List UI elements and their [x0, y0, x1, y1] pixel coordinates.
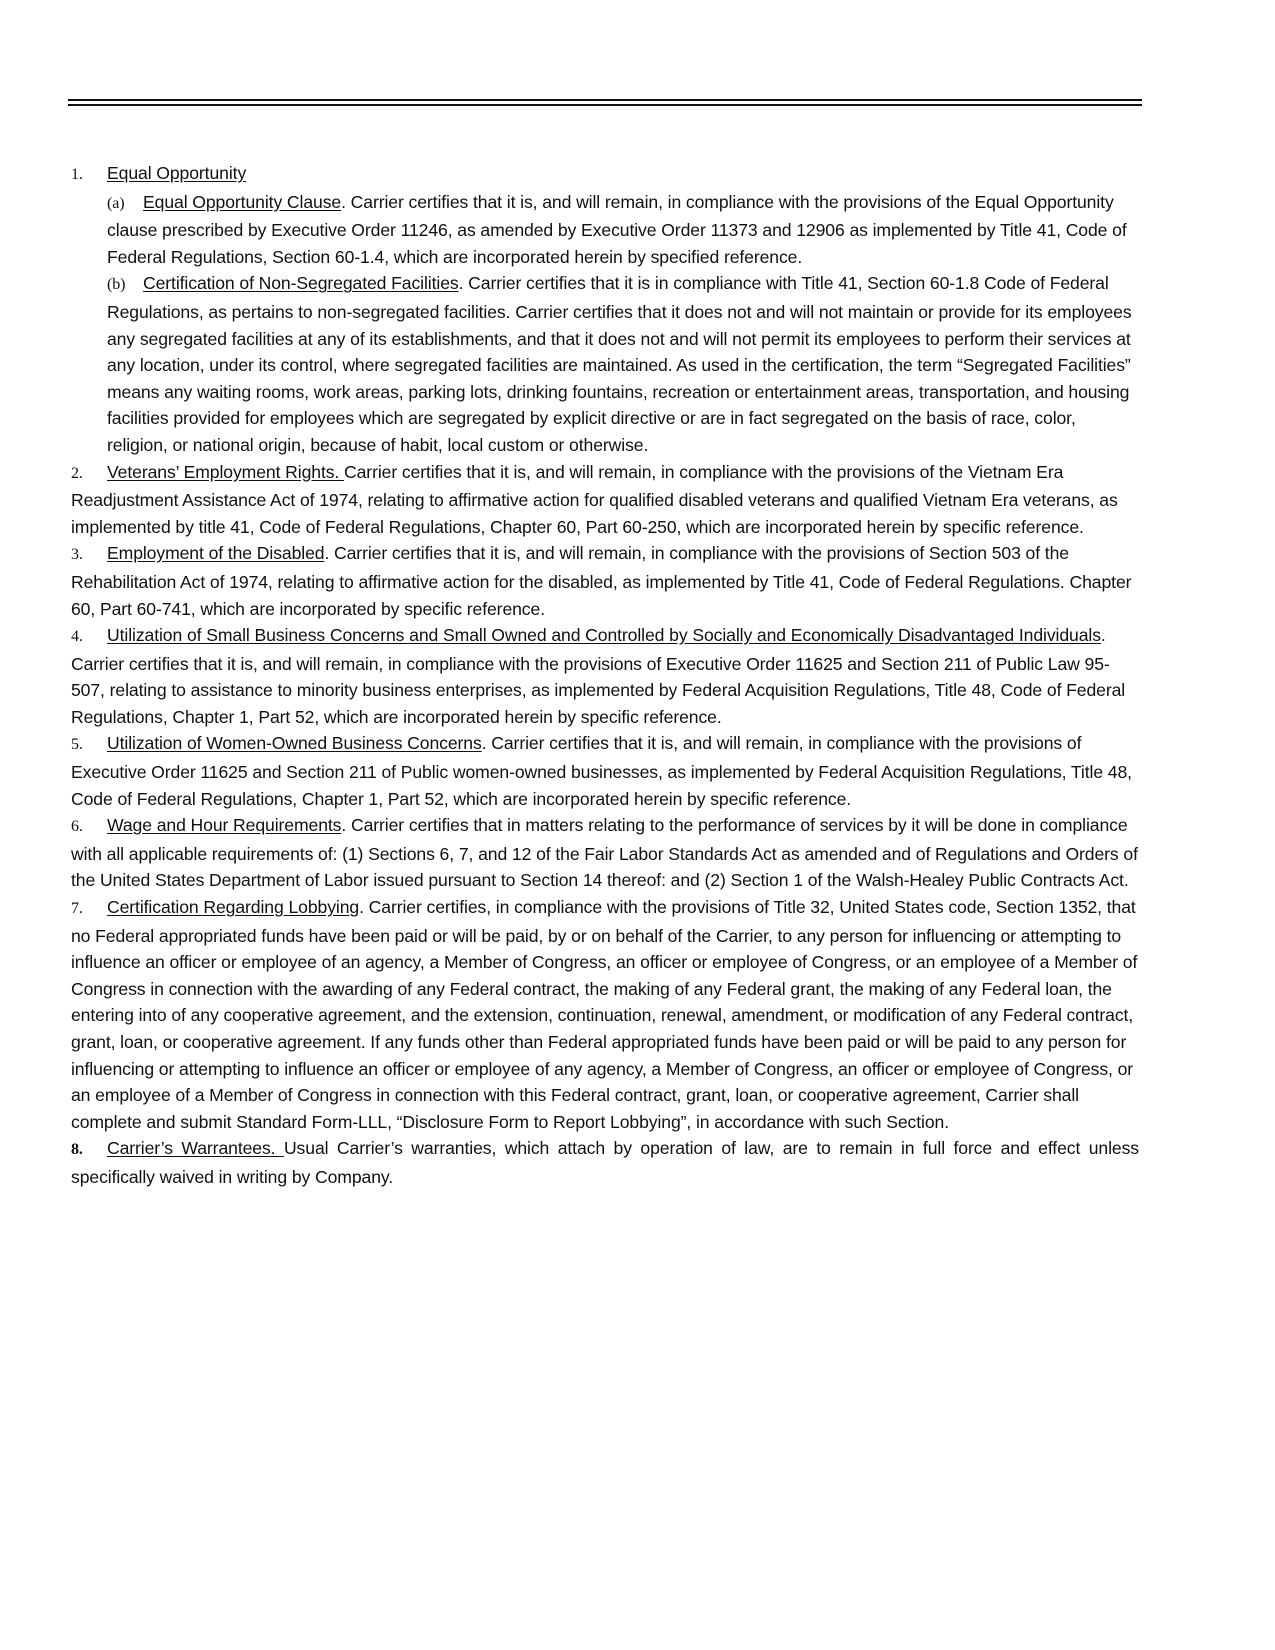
section-7: [71, 894, 1139, 1135]
section-1b: [71, 270, 1139, 458]
section-title: Employment of the Disabled: [107, 543, 325, 564]
subsection-text: . Carrier certifies that it is, and will remain, in compliance with the provisions of the Equal Opportunity clause prescribed by Executive Order 11246, as amended by Executive Order 11373 and 12906 as implemented by Title 41, Code of Federal Regulations, Section 60-1.4, which are incorporated herein by specified reference.: [107, 191, 1127, 267]
section-number: 6.: [71, 818, 83, 836]
section-3: [71, 540, 1139, 622]
section-title: Utilization of Women-Owned Business Concerns: [107, 733, 482, 754]
header-rule-top: [68, 99, 1142, 101]
section-text: . Carrier certifies that it is, and will remain, in compliance with the provisions of Section 503 of the Rehabilitation Act of 1974, relating to affirmative action for the disabled, as implemented by Title 41, Code of Federal Regulations. Chapter 60, Part 60-741, which are incorporated by specific reference.: [71, 543, 1132, 619]
section-text: . Carrier certifies that it is, and will remain, in compliance with the provisions of Executive Order 11625 and Section 211 of Public women-owned businesses, as implemented by Federal Acquisition Regulations, Title 48, Code of Federal Regulations, Chapter 1, Part 52, which are incorporated herein by specific reference.: [71, 733, 1132, 809]
header-rule-bottom: [68, 104, 1142, 106]
section-5: [71, 730, 1139, 812]
section-title: Carrier’s Warrantees.: [107, 1138, 284, 1159]
section-text: . Carrier certifies that it is, and will remain, in compliance with the provisions of Executive Order 11625 and Section 211 of Public Law 95-507, relating to assistance to minority business enterprises, as implemented by Federal Acquisition Regulations, Title 48, Code of Federal Regulations, Chapter 1, Part 52, which are incorporated herein by specific reference.: [71, 625, 1126, 727]
section-number: 3.: [71, 546, 83, 564]
section-number: 5.: [71, 736, 83, 754]
section-number: 8.: [71, 1141, 83, 1159]
document-body: [71, 160, 1139, 1191]
section-title: Wage and Hour Requirements: [107, 815, 342, 836]
section-title: Certification Regarding Lobbying: [107, 897, 360, 918]
section-title: Veterans’ Employment Rights.: [107, 461, 345, 482]
section-1-heading: [71, 160, 1139, 189]
subsection-label: (a): [107, 194, 125, 212]
section-text: . Carrier certifies, in compliance with the provisions of Title 32, United States code, Section 1352, that no Federal appropriated funds have been paid or will be paid, by or on behalf of the Carrier, to any person for influencing or attempting to influence an officer or employee of an agency, a Member of Congress, an officer or employee of Congress, or an employee of a Member of Congress in connection with the awarding of any Federal contract, the making of any Federal grant, the making of any Federal loan, the entering into of any cooperative agreement, and the extension, continuation, renewal, amendment, or modification of any Federal contract, grant, loan, or cooperative agreement. If any funds other than Federal appropriated funds have been paid or will be paid to any person for influencing or attempting to influence an officer or employee of any agency, a Member of Congress, an officer or employee of Congress, or an employee of a Member of Congress in connection with this Federal contract, grant, loan, or cooperative agreement, Carrier shall complete and submit Standard Form-LLL, “Disclosure Form to Report Lobbying”, in accordance with such Section.: [71, 897, 1138, 1132]
section-title: Equal Opportunity: [107, 163, 247, 183]
subsection-text: . Carrier certifies that it is in compliance with Title 41, Section 60-1.8 Code of Federal Regulations, as pertains to non-segregated facilities. Carrier certifies that it does not and will not maintain or provide for its employees any segregated facilities at any of its establishments, and that it does not and will not permit its employees to perform their services at any location, under its control, where segregated facilities are maintained. As used in the certification, the term “Segregated Facilities” means any waiting rooms, work areas, parking lots, drinking fountains, recreation or entertainment areas, transportation, and housing facilities provided for employees which are segregated by explicit directive or are in fact segregated on the basis of race, color, religion, or national origin, because of habit, local custom or otherwise.: [107, 273, 1132, 455]
section-title: Utilization of Small Business Concerns and Small Owned and Controlled by Socially and Economically Disadvantaged Individuals: [107, 625, 1101, 646]
section-2: [71, 459, 1139, 541]
section-1a: [71, 189, 1139, 271]
section-text: . Carrier certifies that in matters relating to the performance of services by it will be done in compliance with all applicable requirements of: (1) Sections 6, 7, and 12 of the Fair Labor Standards Act as amended and of Regulations and Orders of the United States Department of Labor issued pursuant to Section 14 thereof: and (2) Section 1 of the Walsh-Healey Public Contracts Act.: [71, 815, 1138, 891]
section-4: [71, 622, 1139, 730]
section-number: 2.: [71, 464, 83, 482]
subsection-title: Equal Opportunity Clause: [143, 191, 342, 212]
section-text: Usual Carrier’s warranties, which attach by operation of law, are to remain in full force and effect unless specifically waived in writing by Company.: [71, 1138, 1140, 1187]
section-number: 7.: [71, 900, 83, 918]
section-6: [71, 812, 1139, 894]
subsection-label: (b): [107, 276, 126, 294]
section-text: Carrier certifies that it is, and will remain, in compliance with the provisions of the Vietnam Era Readjustment Assistance Act of 1974, relating to affirmative action for qualified disabled veterans and qualified Vietnam Era veterans, as implemented by title 41, Code of Federal Regulations, Chapter 60, Part 60-250, which are incorporated herein by specific reference.: [71, 461, 1118, 537]
section-number: 4.: [71, 628, 83, 646]
subsection-title: Certification of Non-Segregated Facilities: [143, 273, 459, 294]
section-8: [71, 1135, 1139, 1190]
section-number: 1.: [71, 166, 83, 183]
